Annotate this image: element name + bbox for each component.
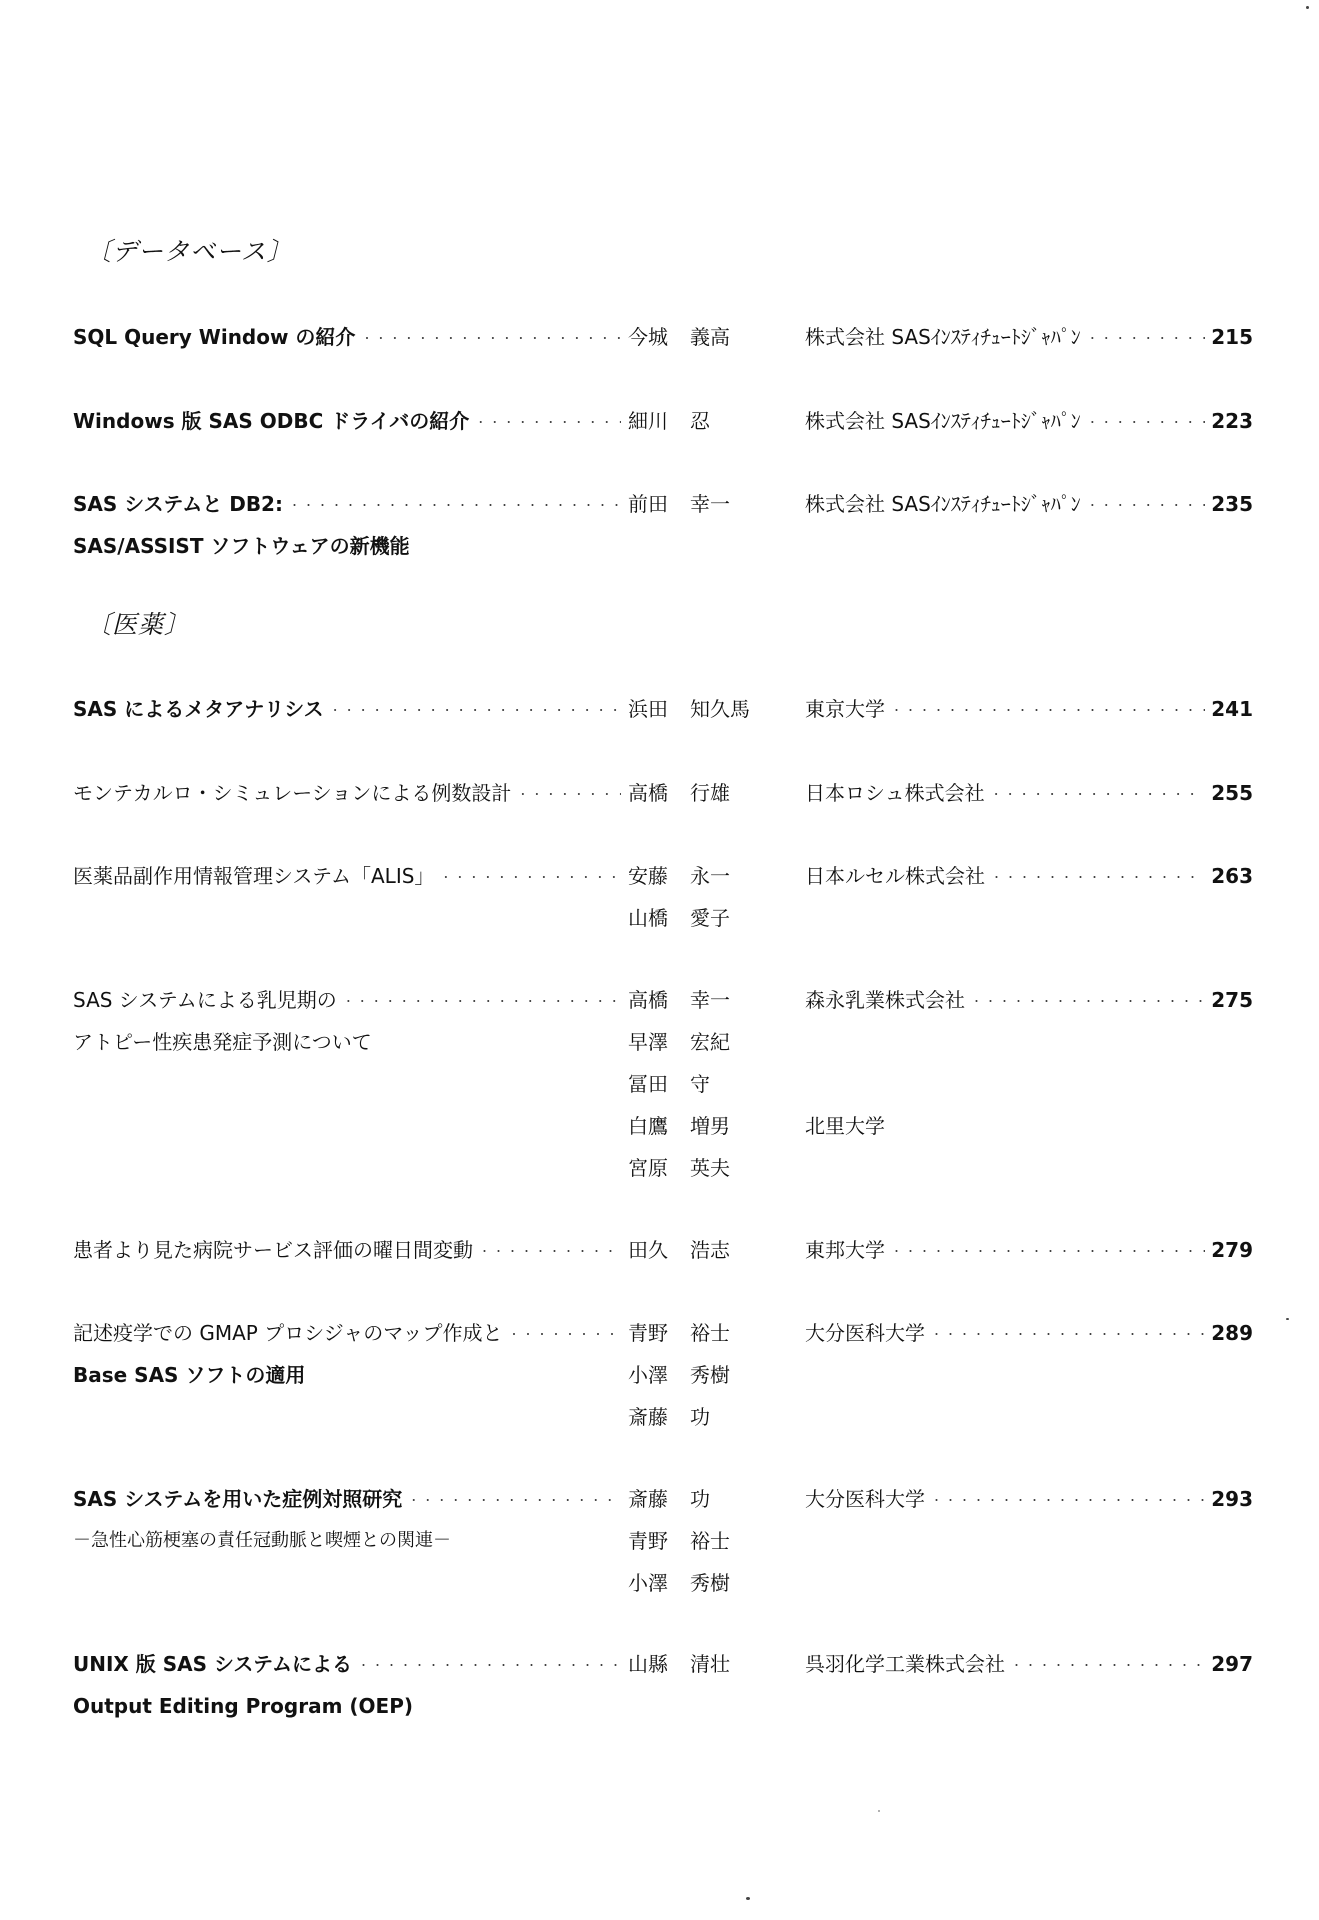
entry-row — [0, 1478, 1319, 1520]
leader-dots — [1087, 400, 1205, 444]
scan-speck — [878, 1810, 880, 1812]
entry-row — [0, 1520, 1319, 1562]
entry-row — [0, 1562, 1319, 1604]
affiliation: 日本ルセル株式会社 — [805, 864, 985, 888]
affiliation: 株式会社 SASｲﾝｽﾃｨﾁｭｰﾄｼﾞｬﾊﾟﾝ — [805, 325, 1081, 349]
entry-row — [0, 483, 1319, 525]
entry-row — [0, 1312, 1319, 1354]
author: 早澤 宏紀 — [628, 1030, 730, 1054]
entry-row — [0, 525, 1319, 567]
page-number[interactable]: 289 — [1211, 1321, 1253, 1345]
author: 青野 裕士 — [628, 1529, 730, 1553]
leader-dots — [517, 772, 621, 816]
leader-dots — [475, 400, 621, 444]
affiliation: 東京大学 — [805, 697, 885, 721]
page-number[interactable]: 223 — [1211, 409, 1253, 433]
entry-title: SAS システムと DB2: — [73, 492, 283, 516]
toc-entry — [0, 1643, 1319, 1727]
page-number[interactable]: 215 — [1211, 325, 1253, 349]
toc-entry — [0, 855, 1319, 939]
entry-row — [0, 1105, 1319, 1147]
affiliation: 株式会社 SASｲﾝｽﾃｨﾁｭｰﾄｼﾞｬﾊﾟﾝ — [805, 409, 1081, 433]
entry-row — [0, 979, 1319, 1021]
entry-title: SAS システムによる乳児期の — [73, 988, 337, 1012]
page-number[interactable]: 263 — [1211, 864, 1253, 888]
entry-row — [0, 855, 1319, 897]
entry-row — [0, 688, 1319, 730]
toc-entry — [0, 400, 1319, 442]
entry-title-line: SAS/ASSIST ソフトウェアの新機能 — [73, 534, 410, 558]
entry-title: モンテカルロ・シミュレーションによる例数設計 — [73, 781, 512, 805]
affiliation: 株式会社 SASｲﾝｽﾃｨﾁｭｰﾄｼﾞｬﾊﾟﾝ — [805, 492, 1081, 516]
entry-row — [0, 1643, 1319, 1685]
entry-title: SAS システムを用いた症例対照研究 — [73, 1487, 403, 1511]
entry-title: 医薬品副作用情報管理システム「ALIS」 — [73, 864, 435, 888]
entry-title: Windows 版 SAS ODBC ドライバの紹介 — [73, 409, 470, 433]
entry-title: UNIX 版 SAS システムによる — [73, 1652, 353, 1676]
toc-entry — [0, 316, 1319, 358]
author: 宮原 英夫 — [628, 1156, 730, 1180]
leader-dots — [971, 979, 1205, 1023]
scan-speck — [746, 1897, 750, 1900]
entry-title: 患者より見た病院サービス評価の曜日間変動 — [73, 1238, 473, 1262]
author: 安藤 永一 — [628, 864, 730, 888]
author: 白鷹 増男 — [628, 1114, 730, 1138]
leader-dots — [343, 979, 621, 1023]
author: 小澤 秀樹 — [628, 1571, 730, 1595]
page-number[interactable]: 235 — [1211, 492, 1253, 516]
entry-row — [0, 1396, 1319, 1438]
entry-title-line: Output Editing Program (OEP) — [73, 1694, 413, 1718]
author: 小澤 秀樹 — [628, 1363, 730, 1387]
leader-dots — [991, 772, 1206, 816]
author: 浜田 知久馬 — [628, 697, 750, 721]
leader-dots — [361, 316, 621, 360]
author: 今城 義高 — [628, 325, 730, 349]
page-number[interactable]: 255 — [1211, 781, 1253, 805]
affiliation: 東邦大学 — [805, 1238, 885, 1262]
author: 細川 忍 — [628, 409, 710, 433]
entry-title: SQL Query Window の紹介 — [73, 325, 356, 349]
leader-dots — [931, 1312, 1205, 1356]
leader-dots — [891, 688, 1205, 732]
page-number[interactable]: 241 — [1211, 697, 1253, 721]
page-number[interactable]: 297 — [1211, 1652, 1253, 1676]
entry-row — [0, 1229, 1319, 1271]
leader-dots — [440, 855, 621, 899]
toc-entry — [0, 772, 1319, 814]
author: 前田 幸一 — [628, 492, 730, 516]
affiliation: 日本ロシュ株式会社 — [805, 781, 985, 805]
leader-dots — [509, 1312, 621, 1356]
entry-row — [0, 400, 1319, 442]
author: 冨田 守 — [628, 1072, 710, 1096]
author: 高橋 幸一 — [628, 988, 730, 1012]
leader-dots — [358, 1643, 621, 1687]
leader-dots — [1087, 483, 1205, 527]
page-number[interactable]: 293 — [1211, 1487, 1253, 1511]
scan-speck — [1306, 6, 1309, 9]
entry-row — [0, 772, 1319, 814]
page-number[interactable]: 275 — [1211, 988, 1253, 1012]
toc-entry — [0, 1229, 1319, 1271]
affiliation: 大分医科大学 — [805, 1321, 925, 1345]
entry-title-line: Base SAS ソフトの適用 — [73, 1363, 306, 1387]
scan-speck — [1286, 1318, 1289, 1320]
author: 斎藤 功 — [628, 1487, 710, 1511]
author: 山橋 愛子 — [628, 906, 730, 930]
entry-row — [0, 1063, 1319, 1105]
section-heading-medicine: 〔医薬〕 — [86, 610, 191, 639]
leader-dots — [891, 1229, 1205, 1273]
affiliation: 呉羽化学工業株式会社 — [805, 1652, 1005, 1676]
toc-entry — [0, 688, 1319, 730]
entry-row — [0, 316, 1319, 358]
entry-row — [0, 1354, 1319, 1396]
entry-row — [0, 897, 1319, 939]
leader-dots — [330, 688, 621, 732]
leader-dots — [289, 483, 621, 527]
toc-entry — [0, 1312, 1319, 1438]
author: 山縣 清壮 — [628, 1652, 730, 1676]
author: 斎藤 功 — [628, 1405, 710, 1429]
author: 青野 裕士 — [628, 1321, 730, 1345]
page-number[interactable]: 279 — [1211, 1238, 1253, 1262]
affiliation: 大分医科大学 — [805, 1487, 925, 1511]
author: 田久 浩志 — [628, 1238, 730, 1262]
entry-title: 記述疫学での GMAP プロシジャのマップ作成と — [73, 1321, 503, 1345]
leader-dots — [1087, 316, 1205, 360]
entry-row — [0, 1147, 1319, 1189]
entry-title-line: アトピー性疾患発症予測について — [73, 1030, 372, 1054]
section-heading-database: 〔データベース〕 — [86, 237, 293, 266]
toc-entry — [0, 979, 1319, 1189]
leader-dots — [1011, 1643, 1205, 1687]
toc-entry — [0, 483, 1319, 567]
affiliation: 森永乳業株式会社 — [805, 988, 965, 1012]
entry-row — [0, 1685, 1319, 1727]
leader-dots — [931, 1478, 1205, 1522]
leader-dots — [408, 1478, 621, 1522]
author: 高橋 行雄 — [628, 781, 730, 805]
entry-row — [0, 1021, 1319, 1063]
entry-subtitle: －急性心筋梗塞の責任冠動脈と喫煙との関連－ — [73, 1530, 451, 1551]
entry-title: SAS によるメタアナリシス — [73, 697, 324, 721]
leader-dots — [479, 1229, 621, 1273]
affiliation: 北里大学 — [805, 1114, 885, 1138]
leader-dots — [991, 855, 1205, 899]
toc-entry — [0, 1478, 1319, 1604]
